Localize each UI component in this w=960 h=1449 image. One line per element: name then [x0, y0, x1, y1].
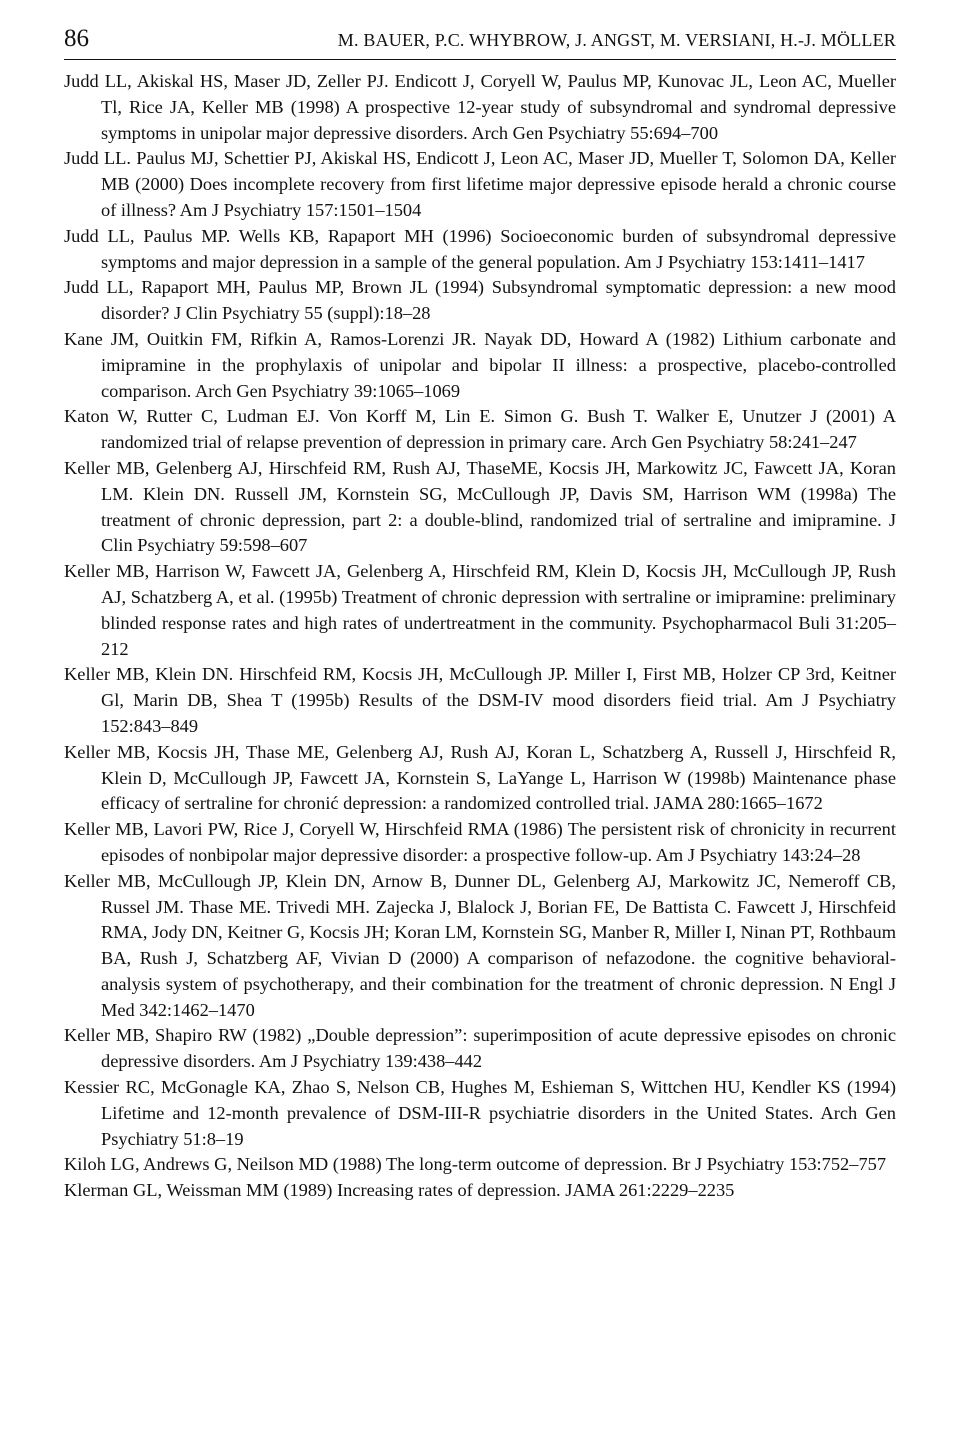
reference-entry: Judd LL, Akiskal HS, Maser JD, Zeller PJ. Endicott J, Coryell W, Paulus MP, Kunovac JL, Leon AC, Mueller Tl, Rice JA, Keller MB (1998) A prospective 12-year study of subsyndromal and syndromal depressive symptoms in unipolar major depressive disorders. Arch Gen Psychiatry 55:694–700 [64, 71, 896, 143]
reference-entry: Kane JM, Ouitkin FM, Rifkin A, Ramos-Lorenzi JR. Nayak DD, Howard A (1982) Lithium carbonate and imipramine in the prophylaxis of unipolar and bipolar II illness: a prospective, placebo-controlled comparison. Arch Gen Psychiatry 39:1065–1069 [64, 328, 896, 401]
reference-entry: Keller MB, Harrison W, Fawcett JA, Gelenberg A, Hirschfeid RM, Klein D, Kocsis JH, McCullough JP, Rush AJ, Schatzberg A, et al. (1995b) Treatment of chronic depression with sertraline or imipramine: preliminary blinded response rates and high rates of undertreatment in the community. Psychopharmacol Buli 31:205–212 [64, 561, 896, 659]
reference-list [64, 69, 896, 1204]
reference-entry: Kessier RC, McGonagle KA, Zhao S, Nelson CB, Hughes M, Eshieman S, Wittchen HU, Kendler KS (1994) Lifetime and 12-month prevalence of DSM-III-R psychiatrie disorders in the United States. Arch Gen Psychiatry 51:8–19 [64, 1077, 896, 1149]
reference-entry: Judd LL. Paulus MJ, Schettier PJ, Akiskal HS, Endicott J, Leon AC, Maser JD, Mueller T, Solomon DA, Keller MB (2000) Does incomplete recovery from first lifetime major depressive episode herald a chronic course of illness? Am J Psychiatry 157:1501–1504 [64, 148, 896, 220]
reference-entry: Judd LL, Rapaport MH, Paulus MP, Brown JL (1994) Subsyndromal symptomatic depression: a new mood disorder? J Clin Psychiatry 55 (suppl):18–28 [64, 277, 896, 324]
document-page [64, 22, 896, 1204]
running-head-authors: M. BAUER, P.C. WHYBROW, J. ANGST, M. VERSIANI, H.-J. MÖLLER [337, 30, 896, 50]
reference-entry: Katon W, Rutter C, Ludman EJ. Von Korff M, Lin E. Simon G. Bush T. Walker E, Unutzer J (2001) A randomized trial of relapse prevention of depression in primary care. Arch Gen Psychiatry 58:241–247 [64, 406, 896, 453]
running-head [64, 22, 896, 60]
reference-entry: Keller MB, McCullough JP, Klein DN, Arnow B, Dunner DL, Gelenberg AJ, Markowitz JC, Nemeroff CB, Russel JM. Thase ME. Trivedi MH. Zajecka J, Blalock J, Borian FE, De Battista C. Fawcett J, Hirschfeid RMA, Jody DN, Keitner G, Kocsis JH; Koran LM, Kornstein SG, Manber R, Miller I, Ninan PT, Rothbaum BA, Rush J, Schatzberg AF, Vivian D (2000) A comparison of nefazodone. the cognitive behavioral-analysis system of psychotherapy, and their combination for the treatment of chronic depression. N Engl J Med 342:1462–1470 [64, 870, 896, 1020]
reference-entry: Kiloh LG, Andrews G, Neilson MD (1988) The long-term outcome of depression. Br J Psychiatry 153:752–757 [64, 1154, 887, 1175]
reference-entry: Keller MB, Lavori PW, Rice J, Coryell W, Hirschfeid RMA (1986) The persistent risk of chronicity in recurrent episodes of nonbipolar major depressive disorder: a prospective follow-up. Am J Psychiatry 143:24–28 [64, 819, 896, 865]
reference-entry: Klerman GL, Weissman MM (1989) Increasing rates of depression. JAMA 261:2229–2235 [64, 1180, 735, 1201]
reference-entry: Judd LL, Paulus MP. Wells KB, Rapaport MH (1996) Socioeconomic burden of subsyndromal depressive symptoms and major depression in a sample of the general population. Am J Psychiatry 153:1411–1417 [64, 225, 896, 272]
page-number: 86 [64, 25, 89, 52]
reference-entry: Keller MB, Shapiro RW (1982) „Double depression”: superimposition of acute depressive episodes on chronic depressive disorders. Am J Psychiatry 139:438–442 [64, 1025, 896, 1072]
reference-entry: Keller MB, Kocsis JH, Thase ME, Gelenberg AJ, Rush AJ, Koran L, Schatzberg A, Russell J, Hirschfeid R, Klein D, McCullough JP, Fawcett JA, Kornstein S, LaYange L, Harrison W (1998b) Maintenance phase efficacy of sertraline for chronić depression: a randomized controlled trial. JAMA 280:1665–1672 [64, 741, 896, 814]
reference-entry: Keller MB, Gelenberg AJ, Hirschfeid RM, Rush AJ, ThaseME, Kocsis JH, Markowitz JC, Fawcett JA, Koran LM. Klein DN. Russell JM, Kornstein SG, McCullough JP, Davis SM, Harrison WM (1998a) The treatment of chronic depression, part 2: a double-blind, randomized trial of sertraline and imipramine. J Clin Psychiatry 59:598–607 [64, 457, 896, 556]
reference-entry: Keller MB, Klein DN. Hirschfeid RM, Kocsis JH, McCullough JP. Miller I, First MB, Holzer CP 3rd, Keitner Gl, Marin DB, Shea T (1995b) Results of the DSM-IV mood disorders fieid trial. Am J Psychiatry 152:843–849 [64, 664, 896, 736]
